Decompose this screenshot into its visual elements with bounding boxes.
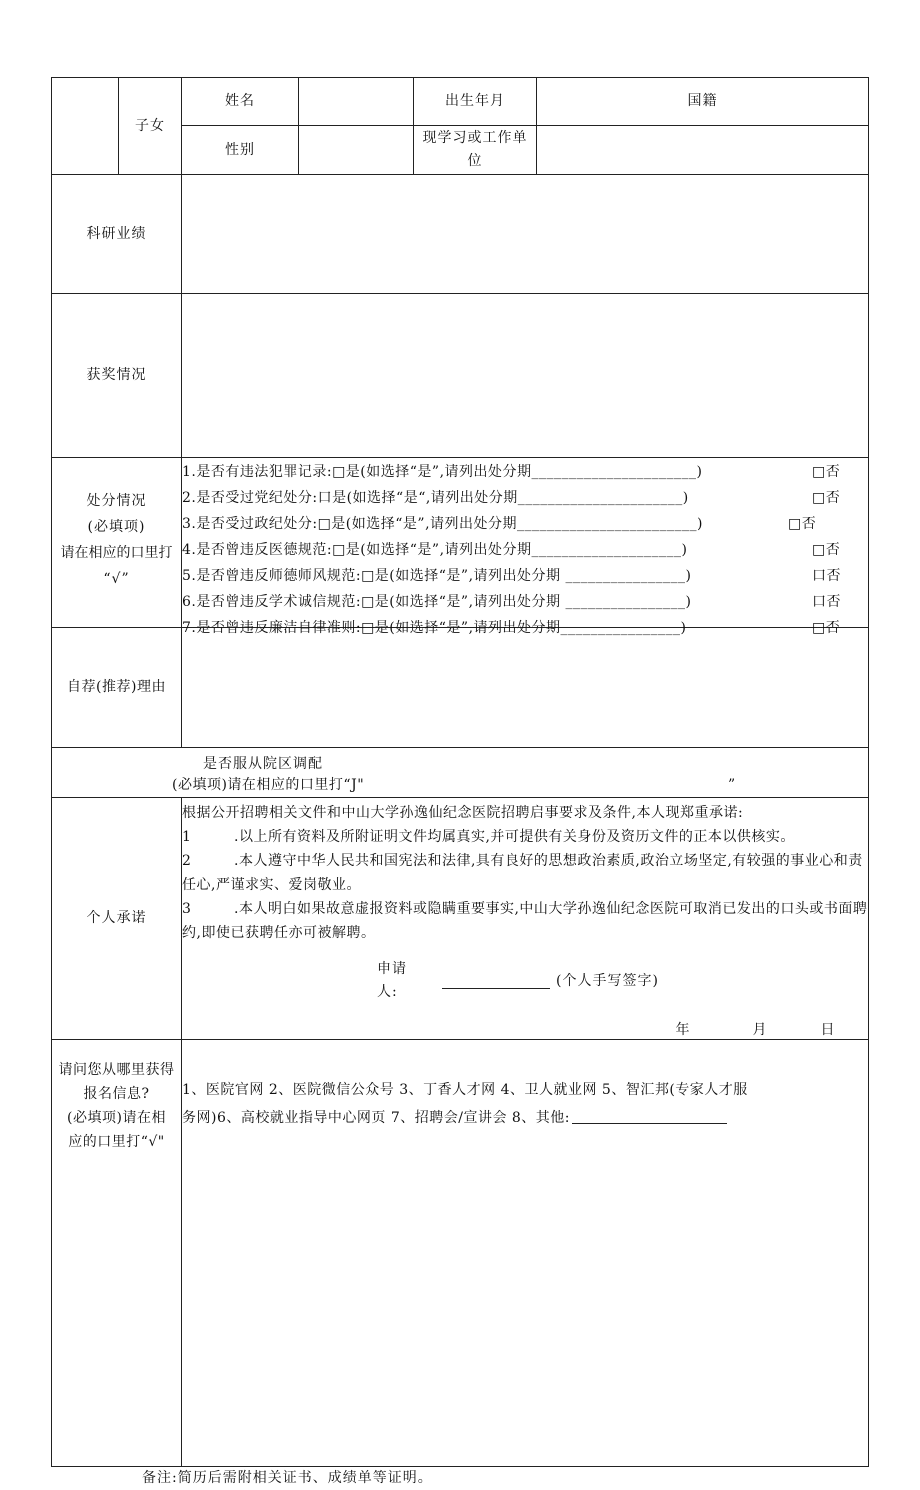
children-label: 子女	[135, 117, 165, 134]
source-label-line3: (必填项)请在相	[67, 1110, 166, 1126]
penalty-question: 5.是否曾违反师德师风规范:□是(如选择“是”,请列出处分期 ________________)	[182, 568, 692, 584]
source-label	[52, 1056, 181, 1156]
penalty-label-line2: (必填项)	[87, 519, 146, 535]
assignment-line1: 是否服从院区调配	[203, 755, 323, 772]
pledge-item-text: .本人遵守中华人民共和国宪法和法律,具有良好的思想政治素质,政治立场坚定,有较强的事业心和责任心,严谨求实、爱岗敬业。	[182, 853, 863, 893]
pledge-item	[182, 897, 868, 945]
pledge-item	[182, 825, 868, 849]
awards-input[interactable]	[182, 294, 868, 457]
pledge-item-num: 2	[182, 853, 192, 869]
date-month-label: 月	[752, 1021, 768, 1038]
penalty-label-line1: 处分情况	[86, 493, 147, 509]
research-label: 科研业绩	[86, 225, 147, 242]
workplace-label: 现学习或工作单位	[422, 130, 528, 169]
assignment-close-quote: ”	[728, 776, 737, 793]
penalty-no-checkbox[interactable]: □否	[812, 620, 841, 636]
workplace-input[interactable]	[537, 126, 868, 174]
source-other-field[interactable]	[572, 1109, 727, 1124]
penalty-item	[182, 459, 868, 485]
pledge-item-num: 1	[182, 829, 192, 845]
pledge-intro: 根据公开招聘相关文件和中山大学孙逸仙纪念医院招聘启事要求及条件,本人现郑重承诺:	[182, 805, 744, 821]
penalty-question: 3.是否受过政纪处分:□是(如选择“是”,请列出处分期________________________)	[182, 516, 703, 532]
pledge-item-num: 3	[182, 901, 192, 917]
penalty-question: 1.是否有违法犯罪记录:□是(如选择“是”,请列出处分期______________________)	[182, 464, 703, 480]
penalty-label	[52, 490, 181, 590]
assignment-line2: (必填项)请在相应的口里打“J"	[172, 776, 365, 793]
penalty-list	[182, 459, 868, 636]
penalty-item	[182, 537, 868, 563]
name-label: 姓名	[225, 93, 255, 109]
penalty-question: 6.是否曾违反学术诚信规范:□是(如选择“是”,请列出处分期 ________________)	[182, 594, 692, 610]
applicant-signature-field[interactable]	[442, 974, 550, 989]
research-input[interactable]	[182, 175, 868, 293]
pledge-label: 个人承诺	[86, 910, 147, 926]
recommend-input[interactable]	[182, 628, 868, 747]
penalty-no-checkbox[interactable]: 口否	[812, 568, 841, 584]
penalty-no-checkbox[interactable]: □否	[812, 464, 841, 480]
penalty-question: 7.是否曾违反廉洁自律准则:□是(如选择“是”,请列出处分期________________)	[182, 620, 687, 636]
nationality-label: 国籍	[687, 93, 718, 109]
signature-note: (个人手写签字)	[556, 972, 659, 989]
name-input[interactable]	[299, 78, 413, 125]
penalty-item	[182, 485, 868, 511]
footer-note: 备注:简历后需附相关证书、成绩单等证明。	[142, 1469, 433, 1486]
source-label-line1: 请问您从哪里获得	[58, 1062, 175, 1078]
source-options-text: 务网)6、高校就业指导中心网页 7、招聘会/宣讲会 8、其他:	[182, 1110, 571, 1126]
penalty-no-checkbox[interactable]: □否	[812, 542, 841, 558]
date-day-label: 日	[820, 1021, 836, 1038]
pledge-item-text: .本人明白如果故意虚报资料或隐瞒重要事实,中山大学孙逸仙纪念医院可取消已发出的口头或书面聘约,即使已获聘任亦可被解聘。	[182, 901, 868, 941]
date-year-label: 年	[675, 1021, 691, 1038]
penalty-label-line3: 请在相应的口里打	[60, 545, 173, 561]
penalty-item	[182, 589, 868, 615]
gender-input[interactable]	[299, 126, 413, 174]
penalty-question: 4.是否曾违反医德规范:□是(如选择“是”,请列出处分期____________________)	[182, 542, 688, 558]
penalty-no-checkbox[interactable]: □否	[812, 490, 841, 506]
penalty-label-line4: “√”	[103, 571, 130, 587]
pledge-item-text: .以上所有资料及所附证明文件均属真实,并可提供有关身份及资历文件的正本以供核实。	[234, 829, 795, 845]
applicant-label: 申请人:	[377, 961, 407, 1000]
gender-label: 性别	[225, 141, 255, 158]
source-label-line4: 应的口里打“√"	[68, 1134, 165, 1150]
penalty-no-checkbox[interactable]: 口否	[812, 594, 841, 610]
source-options-line2[interactable]	[182, 1106, 868, 1130]
source-label-line2: 报名信息?	[83, 1086, 150, 1102]
penalty-no-checkbox[interactable]: □否	[788, 516, 817, 532]
awards-label: 获奖情况	[86, 367, 147, 383]
pledge-item	[182, 849, 868, 897]
penalty-item	[182, 563, 868, 589]
source-options-line1[interactable]: 1、医院官网 2、医院微信公众号 3、丁香人才网 4、卫人就业网 5、智汇邦(专家人才服	[182, 1082, 748, 1098]
penalty-question: 2.是否受过党纪处分:口是(如选择“是“,请列出处分期______________________)	[182, 490, 689, 506]
birth-label: 出生年月	[445, 93, 505, 109]
penalty-item	[182, 511, 868, 537]
recommend-label: 自荐(推荐)理由	[67, 679, 166, 695]
